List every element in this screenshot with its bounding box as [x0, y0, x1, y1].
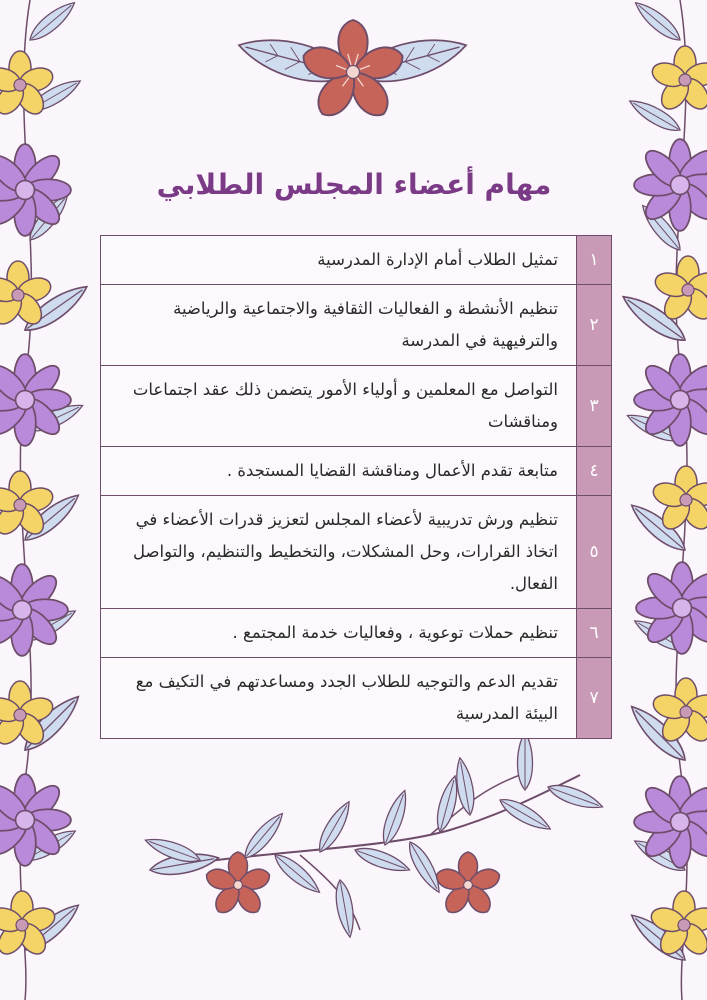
- task-text: تنظيم الأنشطة و الفعاليات الثقافية والاجتماعية والرياضية والترفيهية في المدرسة: [173, 299, 558, 350]
- task-text: تمثيل الطلاب أمام الإدارة المدرسية: [317, 250, 558, 269]
- task-text: التواصل مع المعلمين و أولياء الأمور يتضمن ذلك عقد اجتماعات ومناقشات: [132, 380, 558, 431]
- task-text: متابعة تقدم الأعمال ومناقشة القضايا المستجدة .: [226, 461, 558, 480]
- top-flower-icon: [234, 20, 470, 123]
- task-number: ١: [576, 236, 611, 284]
- task-row: [101, 658, 611, 738]
- bottom-branch-icon: [143, 732, 605, 938]
- task-row: [101, 236, 611, 285]
- task-text: تنظيم حملات توعوية ، وفعاليات خدمة المجتمع .: [232, 623, 558, 642]
- task-row: [101, 609, 611, 658]
- task-row: [101, 496, 611, 609]
- left-floral-border: [0, 0, 92, 1000]
- right-floral-border: [618, 0, 707, 1000]
- task-number: ٣: [576, 366, 611, 446]
- task-text: تقديم الدعم والتوجيه للطلاب الجدد ومساعدتهم في التكيف مع البيئة المدرسية: [135, 672, 558, 723]
- task-number: ٥: [576, 496, 611, 608]
- task-row: [101, 285, 611, 366]
- task-row: [101, 366, 611, 447]
- task-row: [101, 447, 611, 496]
- task-number: ٦: [576, 609, 611, 657]
- tasks-table: [100, 235, 612, 739]
- task-number: ٧: [576, 658, 611, 738]
- page-title: مهام أعضاء المجلس الطلابي: [156, 168, 552, 201]
- task-text: تنظيم ورش تدريبية لأعضاء المجلس لتعزيز قدرات الأعضاء في اتخاذ القرارات، وحل المشكلات، والتخطيط والتنظيم، والتواصل الفعال.: [133, 510, 558, 593]
- task-number: ٤: [576, 447, 611, 495]
- task-number: ٢: [576, 285, 611, 365]
